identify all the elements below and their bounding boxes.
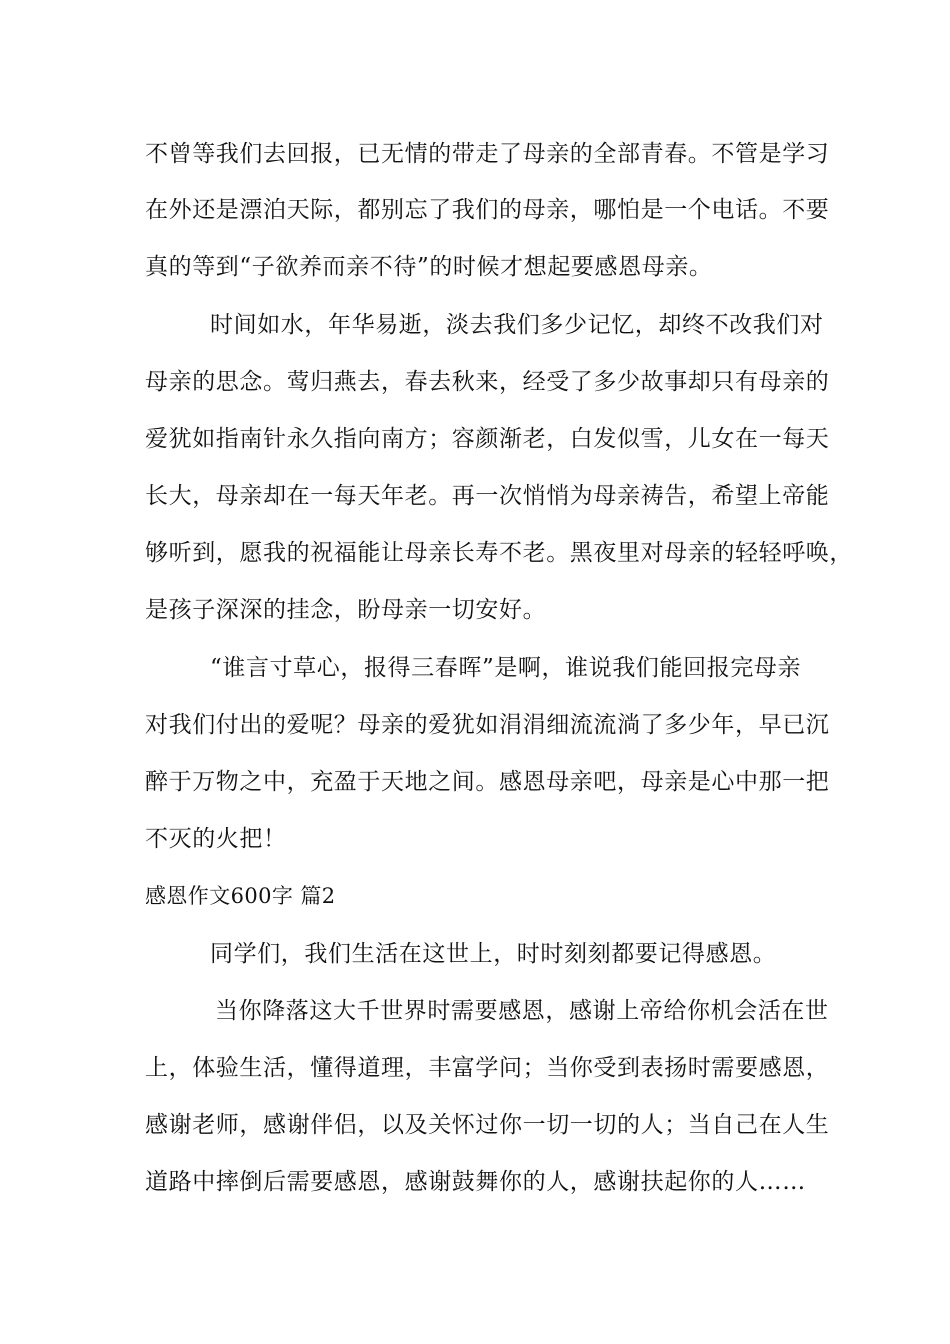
paragraph-line: 爱犹如指南针永久指向南方；容颜渐老，白发似雪，儿女在一每天 bbox=[145, 426, 830, 452]
paragraph-line: 真的等到“子欲养而亲不待”的时候才想起要感恩母亲。 bbox=[145, 254, 713, 280]
paragraph-line: 母亲的思念。莺归燕去，春去秋来，经受了多少故事却只有母亲的 bbox=[145, 369, 830, 395]
paragraph-line: 不曾等我们去回报，已无情的带走了母亲的全部青春。不管是学习 bbox=[145, 141, 830, 167]
paragraph-line: 够听到，愿我的祝福能让母亲长寿不老。黑夜里对母亲的轻轻呼唤， bbox=[145, 540, 853, 566]
paragraph-line: 当你降落这大千世界时需要感恩，感谢上帝给你机会活在世 bbox=[215, 998, 829, 1024]
paragraph-line: 感谢老师，感谢伴侣，以及关怀过你一切一切的人；当自己在人生 bbox=[145, 1112, 830, 1138]
paragraph-line: 是孩子深深的挂念，盼母亲一切安好。 bbox=[145, 597, 547, 623]
paragraph-line: 醉于万物之中，充盈于天地之间。感恩母亲吧，母亲是心中那一把 bbox=[145, 769, 830, 795]
paragraph-line: 同学们，我们生活在这世上，时时刻刻都要记得感恩。 bbox=[210, 941, 777, 967]
section-heading: 感恩作文600字 篇2 bbox=[145, 884, 336, 908]
paragraph-line: 长大，母亲却在一每天年老。再一次悄悄为母亲祷告，希望上帝能 bbox=[145, 483, 830, 509]
paragraph-line: 在外还是漂泊天际，都别忘了我们的母亲，哪怕是一个电话。不要 bbox=[145, 197, 830, 223]
paragraph-line: 不灭的火把！ bbox=[145, 826, 287, 852]
paragraph-line: 上，体验生活，懂得道理，丰富学问；当你受到表扬时需要感恩， bbox=[145, 1055, 830, 1081]
paragraph-line: “谁言寸草心，报得三春晖”是啊，谁说我们能回报完母亲 bbox=[210, 655, 802, 681]
paragraph-line: 道路中摔倒后需要感恩，感谢鼓舞你的人，感谢扶起你的人…… bbox=[145, 1169, 806, 1195]
paragraph-line: 对我们付出的爱呢？母亲的爱犹如涓涓细流流淌了多少年，早已沉 bbox=[145, 712, 830, 738]
paragraph-line: 时间如水，年华易逝，淡去我们多少记忆，却终不改我们对 bbox=[210, 312, 824, 338]
